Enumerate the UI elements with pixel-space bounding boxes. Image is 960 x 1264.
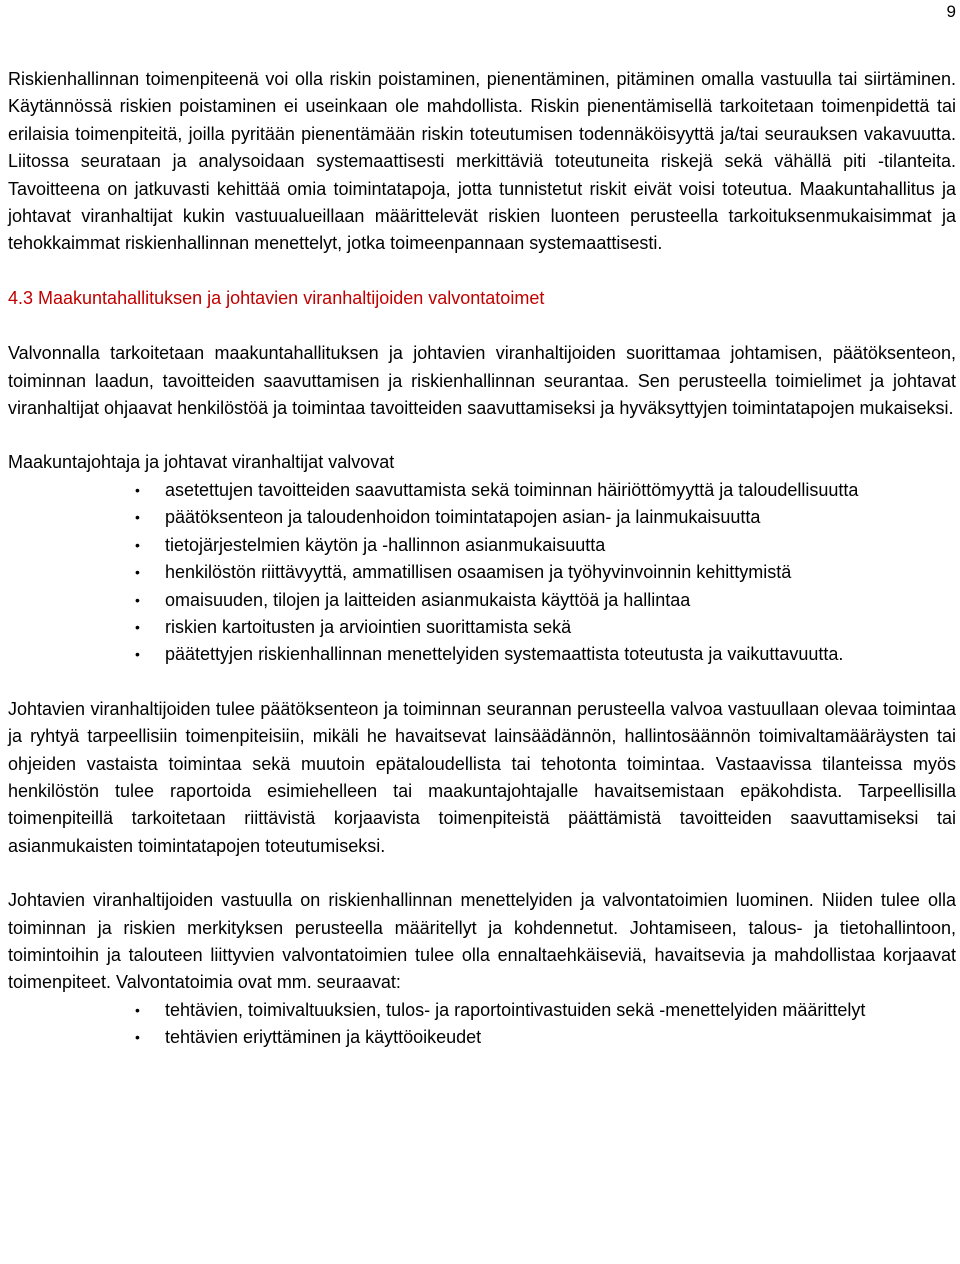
control-measures-list (8, 997, 956, 1052)
bullet-icon: • (135, 509, 140, 526)
page-number: 9 (946, 2, 956, 21)
paragraph-supervision: Valvonnalla tarkoitetaan maakuntahallituksen ja johtavien viranhaltijoiden suorittamaa johtamisen, päätöksenteon, toiminnan laadun, tavoitteiden saavuttamisen ja riskienhallinnan seurantaa. Sen perusteella toimielimet ja johtavat viranhaltijat ohjaavat henkilöstöä ja toimintaa tavoitteiden saavuttamiseksi ja hyväksyttyjen toimintatapojen mukaiseksi. (8, 343, 956, 419)
paragraph-manager-duties: Johtavien viranhaltijoiden tulee päätöksenteon ja toiminnan seurannan perusteella valvoa vastuullaan olevaa toimintaa ja ryhtyä tarpeellisiin toimenpiteisiin, mikäli he havaitsevat lainsäädännön, hallintosäännön toimivaltamääräysten tai ohjeiden vastaista toimintaa sekä muutoin epätaloudellista tai tehotonta toimintaa. Vastaavissa tilanteissa myös henkilöstön tulee raportoida esimiehelleen tai maakuntajohtajalle havaitsemistaan epäkohdista. Tarpeellisilla toimenpiteillä tarkoitetaan riittävistä korjaavista toimenpiteistä päättämistä tavoitteiden saavuttamiseksi tai asianmukaisten toimintatapojen toteutumiseksi. (8, 698, 956, 856)
list-item-text: päätöksenteon ja taloudenhoidon toimintatapojen asian- ja lainmukaisuutta (165, 507, 761, 528)
paragraph-control-measures: Johtavien viranhaltijoiden vastuulla on riskienhallinnan menettelyiden ja valvontatoimien luominen. Niiden tulee olla toiminnan ja riskien merkityksen perusteella määritellyt ja kohdennetut. Johtamiseen, talous- ja tietohallintoon, toimintoihin ja talouteen liittyvien valvontatoimien tulee olla ennaltaehkäiseviä, havaitsevia ja mahdollistaa korjaavat toimenpiteet. Valvontatoimia ovat mm. seuraavat: (8, 890, 956, 993)
bullet-icon: • (135, 564, 140, 581)
bullet-icon: • (135, 1029, 140, 1046)
list-item (8, 1024, 955, 1051)
bullet-icon: • (135, 591, 140, 608)
list-item-text: riskien kartoitusten ja arviointien suorittamista sekä (165, 616, 572, 637)
list-item (8, 997, 955, 1024)
section-heading: 4.3 Maakuntahallituksen ja johtavien viranhaltijoiden valvontatoimet (8, 287, 545, 308)
list-item-text: henkilöstön riittävyyttä, ammatillisen osaamisen ja työhyvinvoinnin kehittymistä (165, 562, 792, 583)
bullet-icon: • (135, 618, 140, 635)
list-item-text: päätettyjen riskienhallinnan menettelyiden systemaattista toteutusta ja vaikuttavuutta. (165, 644, 844, 665)
list-item-text: tehtävien, toimivaltuuksien, tulos- ja raportointivastuiden sekä -menettelyiden määrittelyt (165, 999, 866, 1020)
list-item (8, 532, 943, 559)
list-item-text: tietojärjestelmien käytön ja -hallinnon asianmukaisuutta (165, 534, 606, 555)
list-item (8, 559, 943, 586)
list-item (8, 614, 943, 641)
bullet-icon: • (135, 481, 140, 498)
list-item-text: omaisuuden, tilojen ja laitteiden asianmukaista käyttöä ja hallintaa (165, 589, 691, 610)
bullet-icon: • (135, 646, 140, 663)
paragraph-list-intro: Maakuntajohtaja ja johtavat viranhaltijat valvovat (8, 452, 395, 473)
list-item (8, 587, 943, 614)
list-item-text: asetettujen tavoitteiden saavuttamista sekä toiminnan häiriöttömyyttä ja taloudellisuutta (165, 479, 859, 500)
list-item-text: tehtävien eriyttäminen ja käyttöoikeudet (165, 1027, 482, 1048)
document-body (8, 66, 956, 1052)
bullet-icon: • (135, 1001, 140, 1018)
bullet-icon: • (135, 536, 140, 553)
paragraph-risk-management: Riskienhallinnan toimenpiteenä voi olla riskin poistaminen, pienentäminen, pitäminen omalla vastuulla tai siirtäminen. Käytännössä riskien poistaminen ei useinkaan ole mahdollista. Riskin pienentämisellä tarkoitetaan toimenpidettä tai erilaisia toimenpiteitä, joilla pyritään pienentämään riskin toteutumisen todennäköisyyttä ja/tai seurauksen vakavuutta. Liitossa seurataan ja analysoidaan systemaattisesti merkittäviä toteutuneita riskejä sekä vähällä piti -tilanteita. Tavoitteena on jatkuvasti kehittää omia toimintatapoja, jotta tunnistetut riskit eivät voisi toteutua. Maakuntahallitus ja johtavat viranhaltijat kukin vastuualueillaan määrittelevät riskien luonteen perusteella tarkoituksenmukaisimmat ja tehokkaimmat riskienhallinnan menettelyt, jotka toimeenpannaan systemaattisesti. (8, 69, 956, 254)
supervision-list (8, 477, 956, 669)
list-item (8, 504, 943, 531)
list-item (8, 641, 943, 668)
list-item (8, 477, 943, 504)
